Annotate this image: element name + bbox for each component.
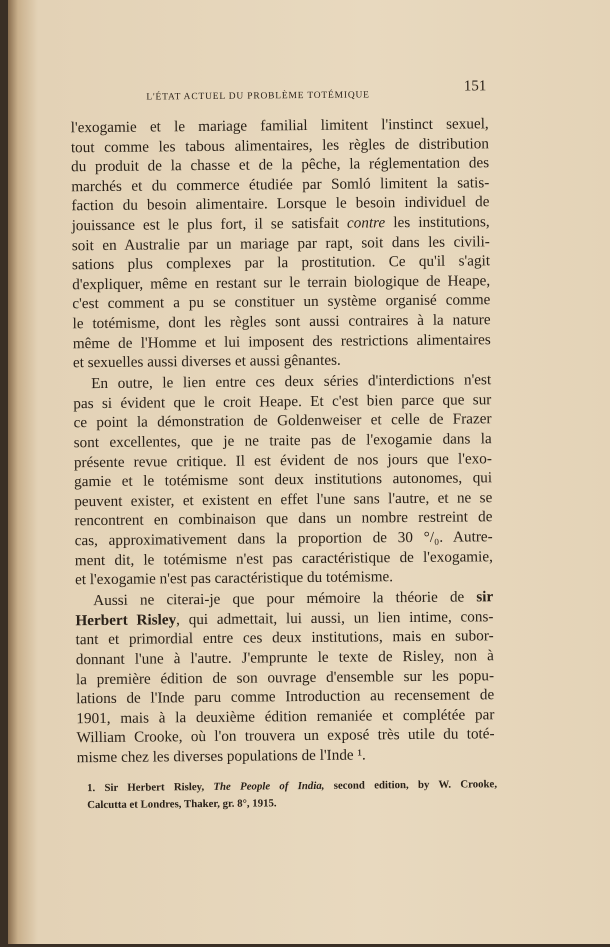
page-number: 151	[463, 78, 487, 95]
text-segment: tout comme les tabous alimentaires, les règles de distribution	[70, 134, 489, 156]
text-segment: les institutions,	[385, 213, 490, 232]
text-segment: En outre, le lien entre ces deux séries d'interdictions n'est	[91, 371, 492, 393]
text-segment: faction du besoin alimentaire. Lorsque le besoin individuel de	[71, 193, 490, 215]
text-segment: pas si évident que le croit Heape. Et c'est bien parce que sur	[73, 391, 492, 413]
book-page	[8, 0, 610, 944]
text-segment: gamie et le totémisme sont deux institutions autonomes, qui	[74, 469, 493, 491]
text-segment: 1901, mais à la deuxième édition remaniée et complétée par	[76, 706, 495, 728]
footnote	[87, 776, 497, 814]
text-segment: c'est comment a pu se constituer un système organisé comme	[72, 291, 491, 313]
text-segment: sont excellentes, que je ne traite pas de l'exogamie dans la	[73, 430, 492, 452]
paragraph	[75, 587, 495, 767]
text-line	[73, 330, 491, 354]
text-segment: ment dit, le totémisme n'est pas caractéristique de l'exogamie,	[74, 547, 493, 569]
italic-text: The People of India,	[213, 779, 325, 793]
text-segment: lations de l'Inde paru comme Introduction au recensement de	[76, 686, 495, 708]
text-segment: et sexuelles aussi diverses et aussi gênantes.	[72, 351, 341, 372]
text-segment: cas, approximativement dans la proportion de 30 °/₀. Autre-	[74, 528, 493, 550]
running-title: L'ÉTAT ACTUEL DU PROBLÈME TOTÉMIQUE	[146, 90, 370, 103]
page-content	[4, 0, 610, 947]
bold-text: Herbert Risley	[75, 611, 177, 630]
text-segment: jouissance est le plus fort, il se satisfait	[71, 214, 348, 235]
text-line	[76, 725, 494, 749]
text-segment: l'exogamie et le mariage familial limitent l'instinct sexuel,	[70, 115, 489, 137]
text-segment: sations plus complexes par la prostitution. Ce qu'il s'agit	[71, 252, 491, 274]
text-segment: même de l'Homme et lui imposent des restrictions alimentaires	[72, 330, 491, 352]
text-segment: et l'exogamie n'est pas caractéristique du totémisme.	[74, 568, 394, 589]
paragraph	[73, 370, 493, 590]
text-segment: misme chez les diverses populations de l'Inde ¹.	[76, 746, 366, 767]
text-segment: rencontrent en combinaison que dans un nombre restreint de	[74, 508, 493, 530]
italic-text: contre	[346, 214, 386, 232]
paragraph	[71, 114, 491, 373]
text-segment: William Crooke, où l'on trouvera un exposé très utile du toté-	[76, 725, 495, 747]
text-segment: le totémisme, dont les règles sont aussi contraires à la nature	[72, 311, 491, 333]
text-segment: peuvent exister, et existent en effet l'une sans l'autre, et ne se	[74, 489, 493, 511]
text-line	[75, 547, 493, 571]
text-segment: Calcutta et Londres, Thaker, gr. 8°, 1915.	[87, 797, 277, 812]
text-segment: soit en Australie par un mariage par rapt, soit dans les civili-	[71, 232, 490, 254]
text-segment: 1. Sir Herbert Risley,	[86, 780, 214, 795]
text-segment: la première édition de son ouvrage d'ensemble sur les popu-	[75, 666, 495, 688]
text-segment: d'expliquer, même en restant sur le terrain biologique de Heape,	[72, 271, 491, 294]
text-segment: ce point la démonstration de Goldenweiser et celle de Frazer	[73, 410, 492, 432]
page-header	[146, 78, 487, 104]
bold-text: sir	[476, 588, 494, 606]
text-segment: donnant l'une à l'autre. J'emprunte le texte de Risley, non à	[75, 647, 494, 669]
text-segment: du produit de la chasse et de la pêche, la réglementation des	[70, 154, 490, 176]
text-segment: tant et primordial entre ces deux institutions, mais en subor-	[75, 627, 494, 649]
body-text	[71, 114, 495, 769]
text-segment: , qui admettait, lui aussi, un lien intime, cons-	[176, 608, 494, 629]
text-segment: Aussi ne citerai-je que pour mémoire la théorie de	[93, 588, 477, 610]
text-segment: second edition, by W. Crooke,	[324, 778, 498, 792]
text-segment: présente revue critique. Il est évident de nos jours que l'exo-	[73, 449, 492, 471]
text-line	[87, 793, 497, 814]
text-segment: marchés et du commerce étudiée par Somló limitent la satis-	[71, 174, 490, 196]
